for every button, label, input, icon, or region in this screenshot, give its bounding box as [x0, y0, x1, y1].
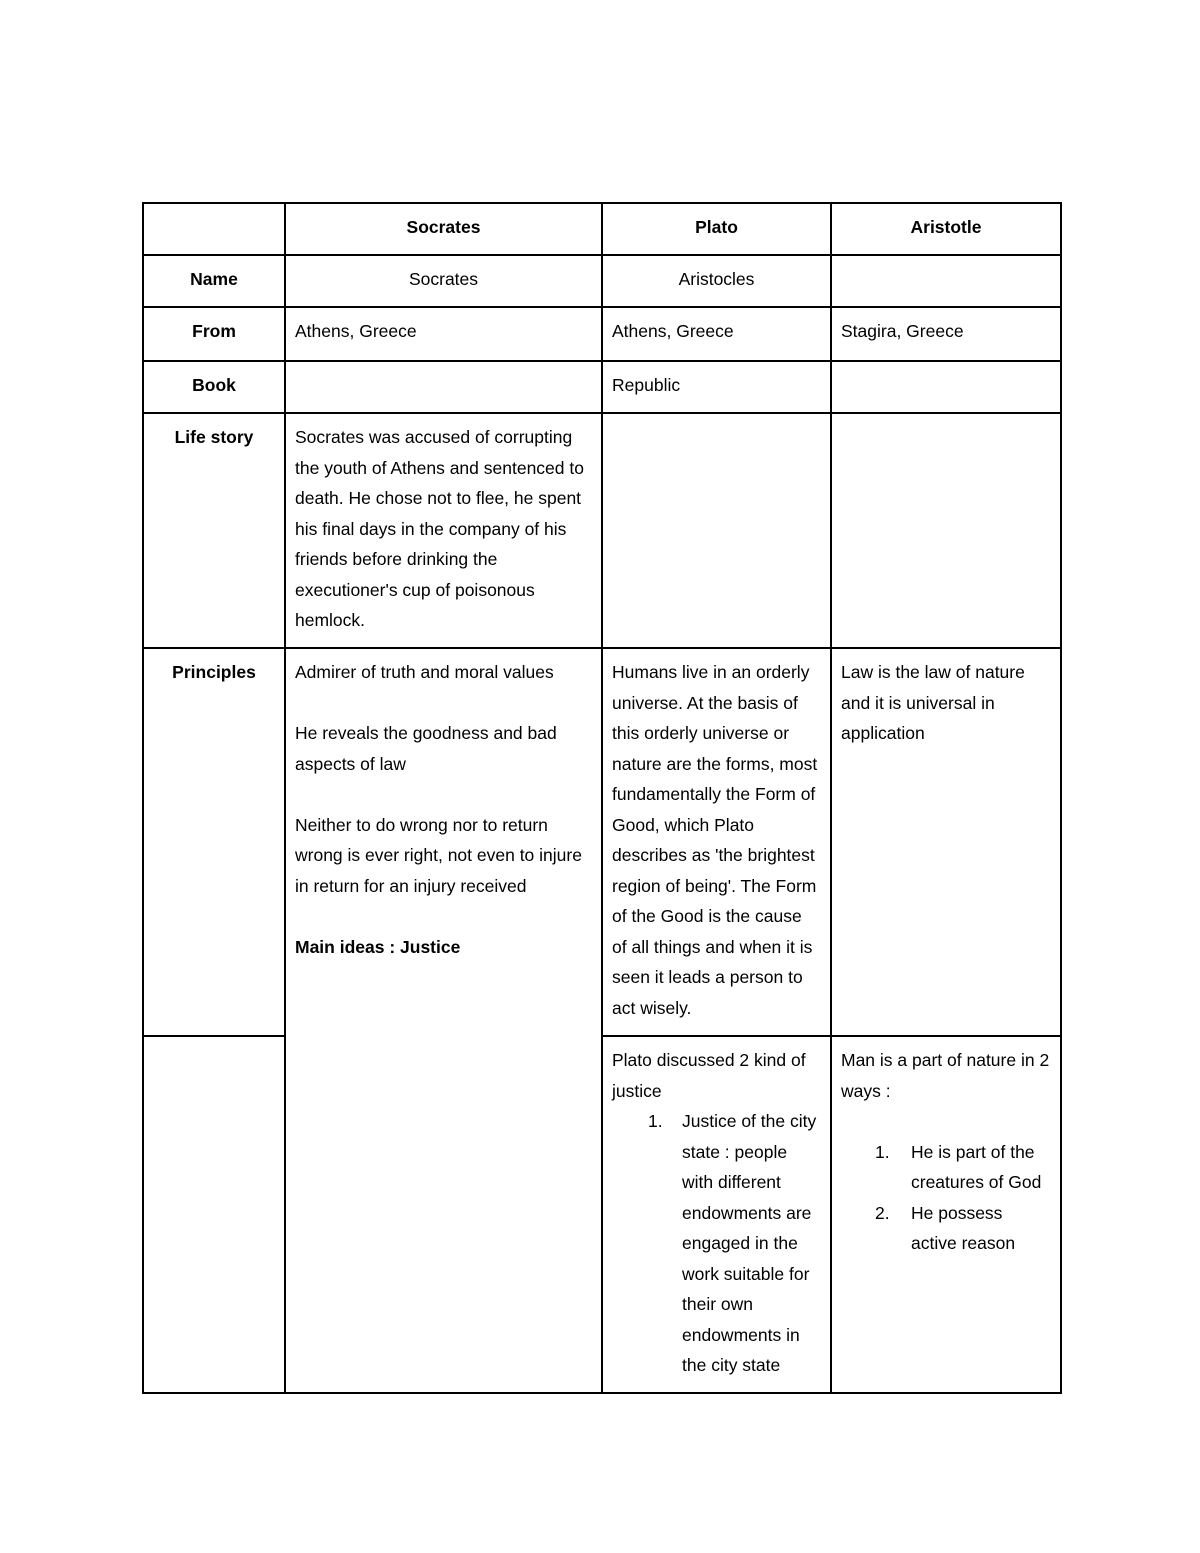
aristotle-nature-intro: Man is a part of nature in 2 ways : [841, 1050, 1050, 1101]
name-socrates: Socrates [285, 255, 602, 307]
list-number: 1. [875, 1141, 890, 1162]
list-item [841, 1137, 1051, 1198]
socrates-principle-2: He reveals the goodness and bad aspects of law [295, 723, 557, 774]
list-text: He is part of the creatures of God [911, 1141, 1042, 1192]
row-label-principles: Principles [143, 648, 285, 1036]
name-row [143, 255, 1061, 307]
life-story-aristotle [831, 413, 1061, 648]
row-label-from: From [143, 307, 285, 361]
from-aristotle: Stagira, Greece [831, 307, 1061, 361]
plato-justice-intro: Plato discussed 2 kind of justice [612, 1050, 806, 1101]
book-plato: Republic [602, 361, 831, 413]
book-aristotle [831, 361, 1061, 413]
from-row [143, 307, 1061, 361]
header-aristotle: Aristotle [831, 203, 1061, 255]
row-label-book: Book [143, 361, 285, 413]
socrates-principle-1: Admirer of truth and moral values [295, 662, 554, 682]
row-label-principles-continued [143, 1036, 285, 1393]
book-row [143, 361, 1061, 413]
row-label-name: Name [143, 255, 285, 307]
from-socrates: Athens, Greece [285, 307, 602, 361]
principles-aristotle: Law is the law of nature and it is universal in application [831, 648, 1061, 1036]
principles-continued-row [143, 1036, 1061, 1393]
nature-aristotle [831, 1036, 1061, 1393]
header-blank-cell [143, 203, 285, 255]
life-story-socrates: Socrates was accused of corrupting the youth of Athens and sentenced to death. He chose not to flee, he spent his final days in the company of his friends before drinking the executioner's cup of poisonous hemlock. [285, 413, 602, 648]
principles-socrates [285, 648, 602, 1393]
plato-justice-list [612, 1106, 821, 1381]
life-story-plato [602, 413, 831, 648]
list-item [841, 1198, 1051, 1259]
principles-plato: Humans live in an orderly universe. At the basis of this orderly universe or nature are the forms, most fundamentally the Form of Good, which Plato describes as 'the brightest region of being'. The Form of the Good is the cause of all things and when it is seen it leads a person to act wisely. [602, 648, 831, 1036]
list-text: He possess active reason [911, 1202, 1016, 1253]
header-plato: Plato [602, 203, 831, 255]
list-number: 2. [875, 1202, 890, 1223]
justice-plato [602, 1036, 831, 1393]
list-text: Justice of the city state : people with different endowments are engaged in the work suitable for their own endowments in the city state [682, 1111, 817, 1375]
header-socrates: Socrates [285, 203, 602, 255]
principles-row [143, 648, 1061, 1036]
header-row [143, 203, 1061, 255]
list-number: 1. [648, 1111, 663, 1131]
list-item [612, 1106, 821, 1381]
from-plato: Athens, Greece [602, 307, 831, 361]
life-story-row [143, 413, 1061, 648]
socrates-main-ideas: Main ideas : Justice [295, 936, 461, 957]
name-plato: Aristocles [602, 255, 831, 307]
aristotle-nature-list [841, 1137, 1051, 1259]
socrates-principle-3: Neither to do wrong nor to return wrong is ever right, not even to injure in return for an injury received [295, 814, 582, 896]
book-socrates [285, 361, 602, 413]
name-aristotle [831, 255, 1061, 307]
row-label-life-story: Life story [143, 413, 285, 648]
philosophers-comparison-table [142, 202, 1062, 1394]
